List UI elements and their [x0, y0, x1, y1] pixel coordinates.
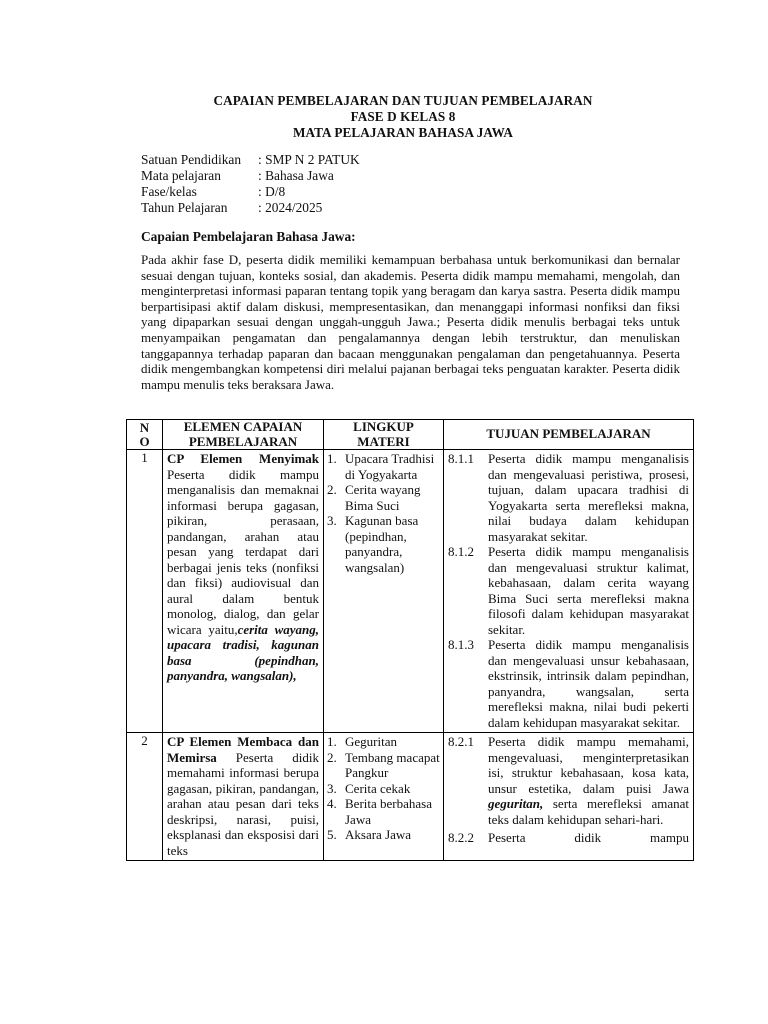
list-item: 2. Tembang macapat Pangkur [327, 749, 440, 780]
table-row [127, 450, 694, 733]
elemen-bold-italic: cerita wayang, upacara tradisi, kagunan basa (pepindhan, panyandra, wangsalan), [167, 621, 319, 683]
doc-title-line-3: MATA PELAJARAN BAHASA JAWA [292, 125, 514, 140]
cp-paragraph: Pada akhir fase D, peserta didik memiliki kemampuan berbahasa untuk berkomunikasi dan bernalar sesuai dengan tujuan, konteks sosial, dan akademis. Peserta didik mampu memahami, mengolah, dan menginterpretasi informasi paparan tentang topik yang beragam dan karya sastra. Peserta didik mampu berpartisipasi aktif dalam diskusi, mempresentasikan, dan menanggapi informasi nonfiksi dan fiksi yang dipaparkan sesuai dengan unggah-ungguh Jawa.; Peserta didik menulis berbagai teks untuk menyampaikan pengamatan dan pengalamannya dengan lebih terstruktur, dan menuliskan tanggapannya terhadap paparan dan bacaan menggunakan pengalaman dan pengetahuannya. Peserta didik mengembangkan kompetensi diri melalui pajanan berbagai teks penguatan karakter. Peserta didik mampu menulis teks beraksara Jawa. [141, 252, 680, 392]
elemen-title: CP Elemen Menyimak [167, 451, 319, 466]
row-number: 2 [127, 733, 163, 861]
header-no: N O [127, 420, 163, 450]
table-header-row [127, 420, 694, 450]
table-row [127, 733, 694, 861]
meta-value: : D/8 [258, 184, 286, 199]
list-item: 4. Berita berbahasa Jawa [327, 796, 432, 827]
goal-item: 8.2.1 Peserta didik mampu memahami, mengevaluasi, menginterpretasikan isi, struktur kebahasaan, kosa kata, unsur estetika, dalam puisi Jawa geguritan, serta merefleksi amanat teks dalam kehidupan sehari-hari. [448, 734, 689, 827]
goal-item: 8.2.2 Peserta didik mampu [448, 830, 689, 845]
goal-item: 8.1.1 Peserta didik mampu menganalisis dan mengevaluasi peristiwa, prosesi, tujuan, dalam upacara tradhisi di Yogyakarta serta merefleksi makna, nilai budaya dalam kehidupan masyarakat sekitar. [448, 451, 689, 544]
header-tujuan: TUJUAN PEMBELAJARAN [444, 420, 694, 450]
meta-value: : SMP N 2 PATUK [258, 152, 360, 167]
lingkup-cell [324, 450, 444, 733]
meta-value: : Bahasa Jawa [258, 168, 334, 183]
goal-item: 8.1.3 Peserta didik mampu menganalisis dan mengevaluasi unsur kebahasaan, ekstrinsik, intrinsik dalam pepindhan, panyandra, wangsalan, serta merefleksi makna, nilai budi pekerti dalam kehidupan masyarakat sekitar. [448, 637, 689, 730]
list-item: 2. Cerita wayang Bima Suci [327, 482, 421, 513]
meta-label: Mata pelajaran [141, 168, 221, 183]
row-number: 1 [127, 450, 163, 733]
list-item: 5. Aksara Jawa [327, 827, 412, 842]
header-elemen: ELEMEN CAPAIAN PEMBELAJARAN [163, 420, 324, 450]
meta-label: Tahun Pelajaran [141, 200, 228, 215]
elemen-cell [163, 733, 324, 861]
lingkup-cell [324, 733, 444, 861]
elemen-cell [163, 450, 324, 733]
list-item: 3. Cerita cekak [327, 780, 411, 796]
elemen-text: Peserta didik mampu menganalisis dan memaknai informasi berupa gagasan, pikiran, perasaan, pandangan, arahan atau pesan yang terdapat dari berbagai jenis teks (nonfiksi dan fiksi) audiovisual dan aural dalam bentuk monolog, dialog, dan gelar wicara yaitu, [167, 466, 319, 637]
goal-item: 8.1.2 Peserta didik mampu menganalisis dan mengevaluasi struktur kalimat, kebahasaan, dalam cerita wayang Bima Suci serta merefleksi makna filosofi dalam kehidupan masyarakat sekitar. [448, 544, 689, 637]
meta-label: Fase/kelas [141, 184, 197, 199]
elemen-text: Peserta didik memahami informasi berupa gagasan, pikiran, pandangan, arahan atau pesan dari teks deskripsi, narasi, puisi, eksplanasi dan eksposisi dari teks [167, 749, 319, 858]
meta-value: : 2024/2025 [258, 200, 323, 215]
list-item: 1. Upacara Tradhisi di Yogyakarta [327, 451, 435, 482]
header-lingkup: LINGKUP MATERI [324, 420, 444, 450]
tujuan-cell [444, 450, 694, 733]
list-item: 1. Geguritan [327, 734, 397, 749]
cp-heading: Capaian Pembelajaran Bahasa Jawa: [141, 229, 356, 244]
list-item: 3. Kagunan basa (pepindhan, panyandra, wangsalan) [327, 513, 419, 575]
tujuan-cell [444, 733, 694, 861]
meta-label: Satuan Pendidikan [141, 152, 242, 167]
cp-tp-table [126, 419, 694, 861]
doc-title-line-2: FASE D KELAS 8 [350, 109, 456, 124]
elemen-title: CP Elemen Membaca dan Memirsa [167, 734, 319, 765]
doc-title-line-1: CAPAIAN PEMBELAJARAN DAN TUJUAN PEMBELAJARAN [213, 93, 593, 108]
